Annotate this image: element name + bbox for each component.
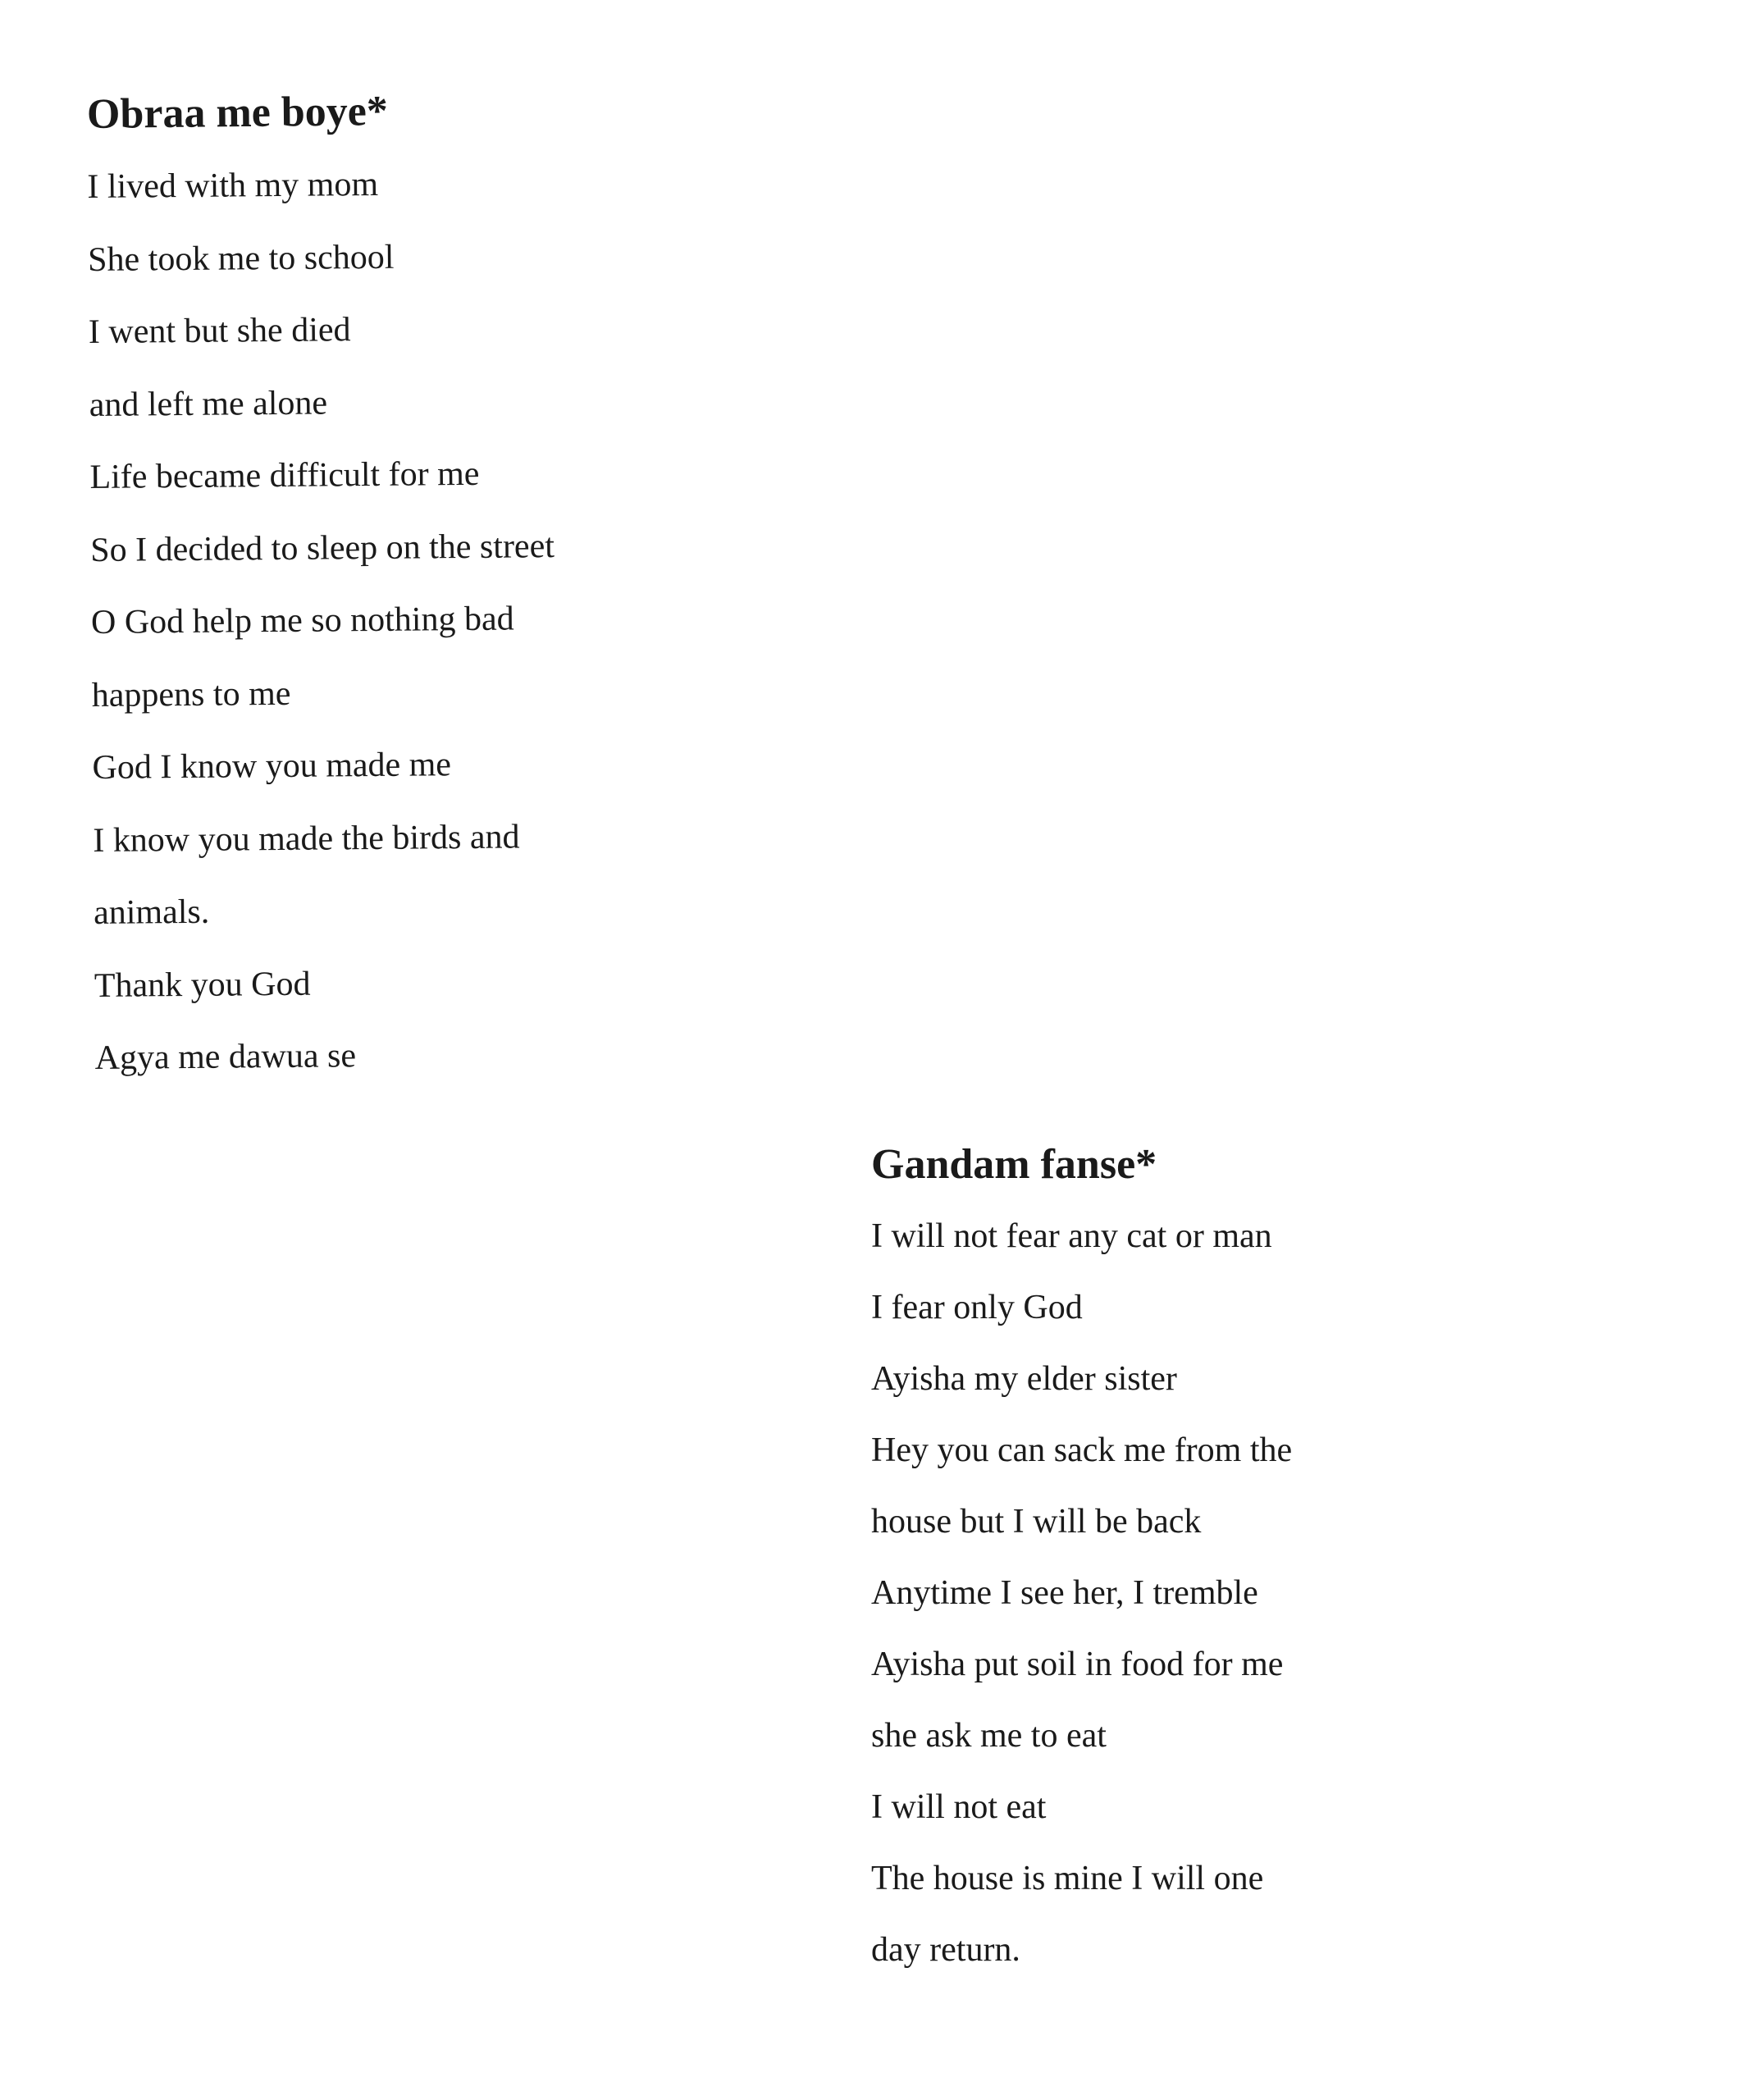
poem-line: I know you made the birds and [93,817,520,860]
poem-gandam-fanse [871,1132,1659,1986]
poem-line: house but I will be back [871,1503,1202,1541]
poem-line: I will not fear any cat or man [871,1217,1272,1255]
poem-lines [87,144,833,1094]
poem-line: God I know you made me [92,746,452,787]
poem-title: Gandam fanse* [871,1141,1157,1188]
poem-line: She took me to school [87,238,395,279]
poem-line: animals. [93,892,210,932]
poem-lines [871,1201,1659,1986]
poem-line: I went but she died [88,311,351,351]
poem-line: O God help me so nothing bad [90,600,514,641]
poem-obraa-me-boye [87,82,825,1095]
poem-line: Ayisha put soil in food for me [871,1646,1284,1683]
poem-line: Ayisha my elder sister [871,1360,1177,1398]
poem-line: I fear only God [871,1289,1083,1326]
poem-title: Obraa me boye* [86,88,389,138]
poem-line: The house is mine I will one [871,1860,1264,1897]
poem-line: Life became difficult for me [89,454,480,496]
poem-line: she ask me to eat [871,1717,1107,1755]
poem-line: I will not eat [871,1788,1047,1826]
poem-line: Hey you can sack me from the [871,1431,1293,1469]
poem-line: Anytime I see her, I tremble [871,1574,1258,1612]
poem-line: I lived with my mom [87,165,379,206]
poem-line: So I decided to sleep on the street [90,527,555,569]
poem-line: Agya me dawua se [94,1037,357,1077]
poem-line: day return. [871,1931,1020,1969]
poem-line: Thank you God [94,965,311,1005]
poem-line: happens to me [91,674,291,714]
poem-line: and left me alone [89,383,328,424]
